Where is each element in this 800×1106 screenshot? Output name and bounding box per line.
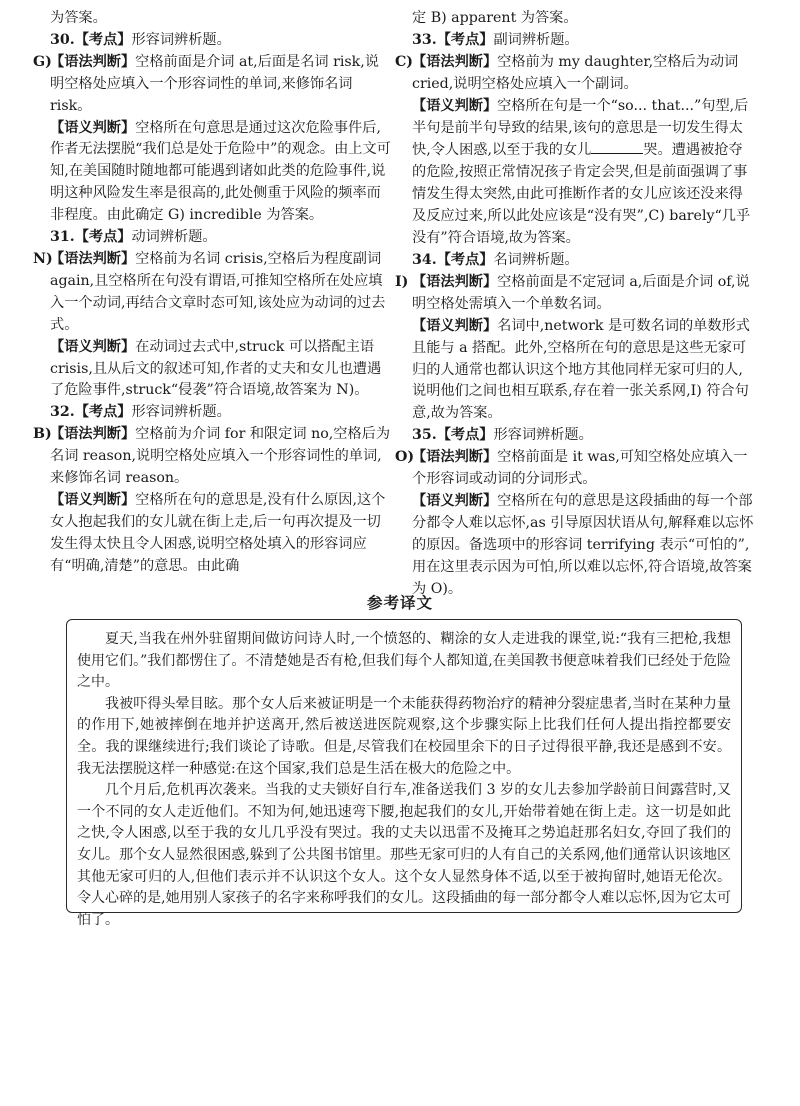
answer-blank <box>591 139 643 154</box>
q33-answer: C) <box>395 53 414 70</box>
q30-grammar-tag: 【语法判断】 <box>50 53 136 70</box>
q33-grammar-tag: 【语法判断】 <box>412 53 498 70</box>
q35-grammar-tag: 【语法判断】 <box>412 449 498 466</box>
q34-answer: I) <box>395 273 409 290</box>
question-32 <box>33 402 392 577</box>
q33-meaning <box>412 96 754 250</box>
q34-head-text: 名词辨析题。 <box>493 251 579 268</box>
q35-grammar-text: 空格前面是 it was,可知空格处应填入一个形容词或动词的分词形式。 <box>412 449 748 488</box>
q33-meaning-text-1: 空格所在句是一个“so... that...”句型,后半句是前半句导致的结果,该句的意思是一切发生得太快,令人困惑,以至于我的女儿 <box>412 97 749 159</box>
q30-head-tag: 【考点】 <box>74 31 132 48</box>
question-35 <box>395 425 754 600</box>
q31-head-text: 动词辨析题。 <box>131 229 217 246</box>
q32-grammar-tag: 【语法判断】 <box>50 426 136 443</box>
q35-number: 35. <box>412 427 437 444</box>
question-33 <box>395 30 754 250</box>
q34-number: 34. <box>412 251 437 268</box>
q31-meaning <box>50 337 392 403</box>
q34-meaning-tag: 【语义判断】 <box>412 317 498 334</box>
q31-answer: N) <box>33 250 53 267</box>
q31-grammar-text: 空格前为名词 crisis,空格后为程度副词 again,且空格所在句没有谓语,可推知空格所在处应填入一个动词,再结合文章时态可知,该处应为动词的过去式。 <box>50 250 386 333</box>
q32-number: 32. <box>50 404 75 421</box>
q33-meaning-tag: 【语义判断】 <box>412 97 498 114</box>
q31-number: 31. <box>50 229 75 246</box>
q35-meaning <box>412 491 754 601</box>
continuation-line: 定 B) apparent 为答案。 <box>412 10 578 26</box>
q32-meaning-tag: 【语义判断】 <box>50 491 136 508</box>
q30-meaning <box>50 118 392 228</box>
q32-head-text: 形容词辨析题。 <box>131 404 231 421</box>
continuation-line: 为答案。 <box>50 10 107 26</box>
q30-heading <box>50 30 392 52</box>
q34-heading <box>412 250 754 272</box>
q35-head-tag: 【考点】 <box>436 427 494 444</box>
q35-grammar <box>395 447 754 491</box>
q32-meaning <box>50 490 392 578</box>
q35-answer: O) <box>395 449 415 466</box>
q30-meaning-tag: 【语义判断】 <box>50 119 136 136</box>
q31-meaning-tag: 【语义判断】 <box>50 338 136 355</box>
q30-head-text: 形容词辨析题。 <box>131 31 231 48</box>
q31-meaning-text: 在动词过去式中,struck 可以搭配主语 crisis,且从后文的叙述可知,作者的丈夫和女儿也遭遇了危险事件,struck“侵袭”符合语境,故答案为 N)。 <box>50 338 382 399</box>
question-31 <box>33 227 392 402</box>
translation-paragraph-2: 我被吓得头晕目眩。那个女人后来被证明是一个未能获得药物治疗的精神分裂症患者,当时在某种力量的作用下,她被摔倒在地并护送离开,然后被送进医院观察,这个步骤实际上比我们任何人提出指控都要安全。我的课继续进行;我们谈论了诗歌。但是,尽管我们在校园里余下的日子过得很平静,我还是感到不安。我无法摆脱这样一种感觉:在这个国家,我们总是生活在极大的危险之中。 <box>77 695 731 777</box>
q33-heading <box>412 30 754 52</box>
q32-meaning-text: 空格所在句的意思是,没有什么原因,这个女人抱起我们的女儿就在街上走,后一句再次提及一切发生得太快且令人困惑,说明空格处填入的形容词应有“明确,清楚”的意思。由此确 <box>50 491 386 574</box>
q30-grammar-text: 空格前面是介词 at,后面是名词 risk,说明空格处应填入一个形容词性的单词,来修饰名词 risk。 <box>50 53 379 114</box>
q34-head-tag: 【考点】 <box>436 251 494 268</box>
q35-meaning-text: 空格所在句的意思是这段插曲的每一个部分都令人难以忘怀,as 引导原因状语从句,解释难以忘怀的原因。备选项中的形容词 terrifying 表示“可怕的”,用在这里表示因为可怕,所以难以忘怀,符合语境,故答案为 O)。 <box>412 492 754 597</box>
q33-grammar <box>395 52 754 96</box>
q33-number: 33. <box>412 31 437 48</box>
translation-paragraph-3: 几个月后,危机再次袭来。当我的丈夫锁好自行车,准备送我们 3 岁的女儿去参加学龄前日间露营时,又一个不同的女人走近他们。不知为何,她迅速弯下腰,抱起我们的女儿,开始带着她在街上走。这一切是如此之快,令人困惑,以至于我的女儿几乎没有哭过。我的丈夫以迅雷不及掩耳之势追赶那名妇女,夺回了我们的女儿。那个女人显然很困惑,躲到了公共图书馆里。那些无家可归的人有自己的关系网,他们通常认识该地区其他无家可归的人,但他们表示并不认识这个女人。这个女人显然身体不适,以至于被拘留时,她语无伦次。令人心碎的是,她用别人家孩子的名字来称呼我们的女儿。这段插曲的每一部分都令人难以忘怀,因为它太可怕了。 <box>77 782 731 928</box>
question-34 <box>395 250 754 425</box>
q33-meaning-text-2: 哭。遭遇被抢夺的危险,按照正常情况孩子肯定会哭,但是前面强调了事情发生得太突然,由此可推断作者的女儿应该还没来得及反应过来,所以此处应该是“没有哭”,C) barely“几乎没有”符合语境,故为答案。 <box>412 142 751 247</box>
question-30 <box>33 30 392 227</box>
q30-number: 30. <box>50 31 75 48</box>
q35-head-text: 形容词辨析题。 <box>493 427 593 444</box>
q32-grammar-text: 空格前为介词 for 和限定词 no,空格后为名词 reason,说明空格处应填入一个形容词性的单词,来修饰名词 reason。 <box>50 426 391 487</box>
q30-grammar <box>33 52 392 118</box>
q32-heading <box>50 402 392 424</box>
q32-answer: B) <box>33 426 52 443</box>
q34-grammar <box>395 272 754 316</box>
translation-title: 参考译文 <box>366 593 433 612</box>
q35-heading <box>412 425 754 447</box>
q33-grammar-text: 空格前为 my daughter,空格后为动词 cried,说明空格处应填入一个副词。 <box>412 53 739 92</box>
q34-grammar-tag: 【语法判断】 <box>412 273 498 290</box>
q30-answer: G) <box>33 53 52 70</box>
q31-grammar <box>33 249 392 337</box>
q31-heading <box>50 227 392 249</box>
q31-grammar-tag: 【语法判断】 <box>50 250 136 267</box>
q33-head-tag: 【考点】 <box>436 31 494 48</box>
translation-paragraph-1: 夏天,当我在州外驻留期间做访问诗人时,一个愤怒的、糊涂的女人走进我的课堂,说:“我有三把枪,我想使用它们。”我们都愣住了。不清楚她是否有枪,但我们每个人都知道,在美国教书便意味着我们已经处于危险之中。 <box>77 631 731 691</box>
q34-grammar-text: 空格前面是不定冠词 a,后面是介词 of,说明空格处需填入一个单数名词。 <box>412 273 750 312</box>
q30-meaning-text: 空格所在句意思是通过这次危险事件后,作者无法摆脱“我们总是处于危险中”的观念。由上文可知,在美国随时随地都可能遇到诸如此类的危险事件,说明这种风险发生率是很高的,此处侧重于风险的频率而非程度。由此确定 G) incredible 为答案。 <box>50 119 391 224</box>
q33-head-text: 副词辨析题。 <box>493 31 579 48</box>
translation-box <box>66 619 742 928</box>
q31-head-tag: 【考点】 <box>74 229 132 246</box>
left-column <box>33 8 392 578</box>
q34-meaning-text: 名词中,network 是可数名词的单数形式且能与 a 搭配。此外,空格所在句的意思是这些无家可归的人通常也都认识这个地方其他同样无家可归的人,说明他们之间也相互联系,存在着一张关系网,I) 符合句意,故为答案。 <box>412 317 750 422</box>
q32-grammar <box>33 424 392 490</box>
q35-meaning-tag: 【语义判断】 <box>412 492 498 509</box>
q34-meaning <box>412 316 754 426</box>
q32-head-tag: 【考点】 <box>74 404 132 421</box>
right-column <box>395 8 754 600</box>
